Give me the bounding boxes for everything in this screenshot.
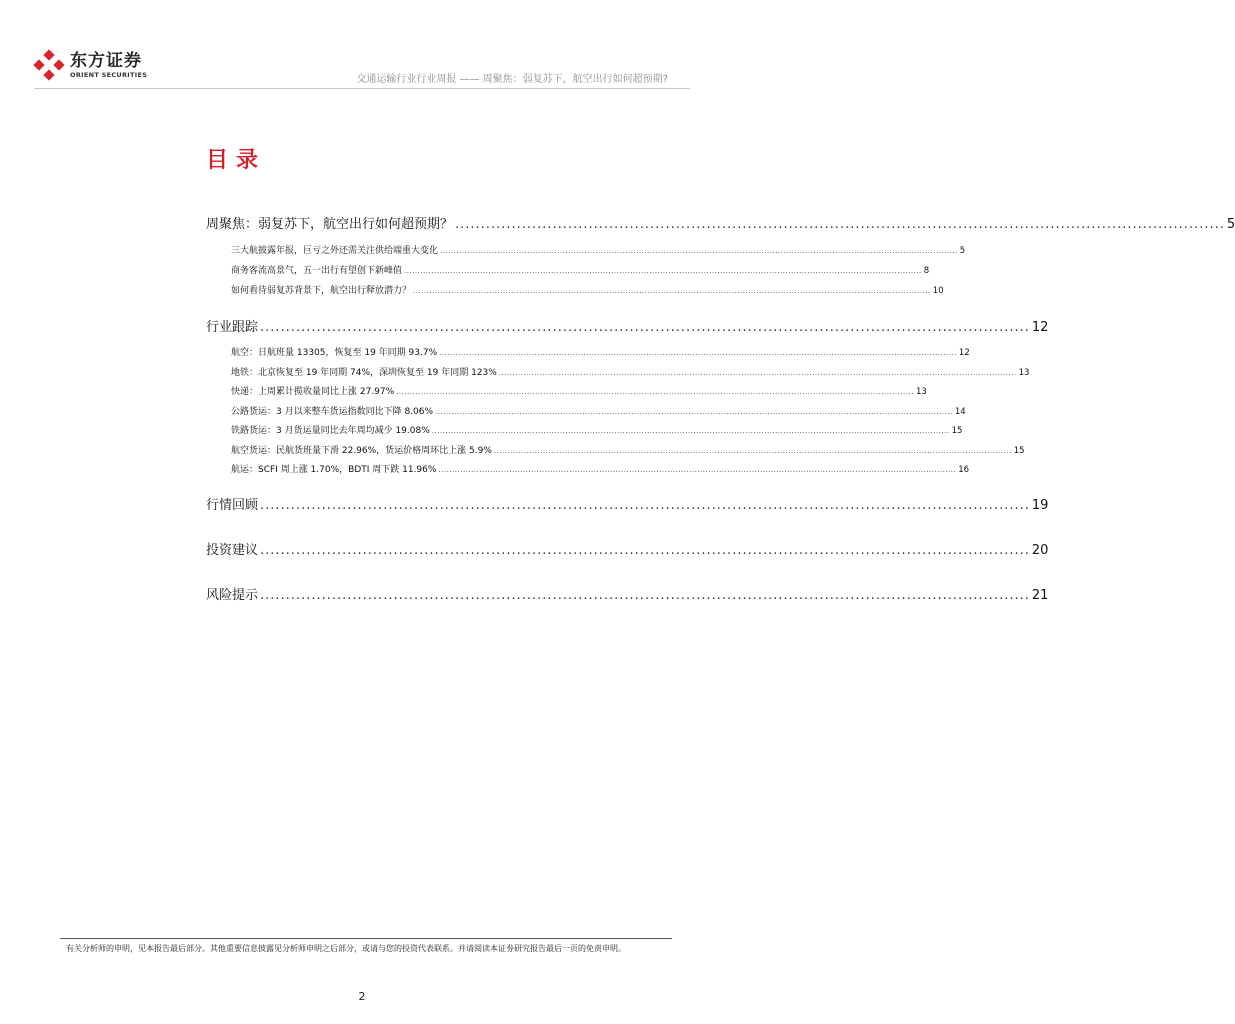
toc-leader-dots: ...................................................................................................................................................... xyxy=(260,320,1030,335)
toc-entry-page: 10 xyxy=(932,286,944,296)
disclaimer-text: 有关分析师的申明，见本报告最后部分。其他重要信息披露见分析师申明之后部分，或请与您的投资代表联系。并请阅读本证券研究报告最后一页的免责申明。 xyxy=(66,944,626,953)
toc-subentry[interactable] xyxy=(231,443,1025,456)
toc-entry[interactable] xyxy=(206,539,1049,558)
toc-leader-dots: .............................................................................................................................................................................................. xyxy=(435,408,953,416)
toc-entry-page: 14 xyxy=(954,407,966,417)
toc-title: 目录 xyxy=(206,148,267,173)
toc-entry-text: 快递：上周累计揽收量同比上涨 27.97% xyxy=(231,387,395,397)
toc-entry-page: 16 xyxy=(958,465,970,475)
toc-leader-dots: .............................................................................................................................................................................................. xyxy=(413,287,931,295)
toc-entry-text: 三大航披露年报，巨亏之外还需关注供给端重大变化 xyxy=(231,246,439,256)
toc-entry-text: 公路货运：3 月以来整车货运指数同比下降 8.06% xyxy=(231,407,434,417)
toc-entry-page: 5 xyxy=(1226,217,1235,232)
toc-entry-page: 13 xyxy=(1018,368,1030,378)
footer-divider xyxy=(60,938,672,939)
toc-entry-text: 如何看待弱复苏背景下，航空出行释放潜力？ xyxy=(231,286,412,296)
toc-leader-dots: .............................................................................................................................................................................................. xyxy=(431,427,950,435)
toc-subentry[interactable] xyxy=(231,283,944,296)
toc-leader-dots: .............................................................................................................................................................................................. xyxy=(440,247,958,255)
header-divider xyxy=(34,88,690,89)
toc-subentry[interactable] xyxy=(231,404,966,417)
toc-entry-page: 12 xyxy=(1031,320,1049,335)
toc-entry-page: 15 xyxy=(1013,446,1025,456)
toc-leader-dots: .............................................................................................................................................................................................. xyxy=(493,447,1012,455)
toc-entry-text: 航空货运：民航货班量下滑 22.96%，货运价格周环比上涨 5.9% xyxy=(231,446,492,456)
page-number: 2 xyxy=(358,990,366,1003)
toc-entry-text: 行业跟踪 xyxy=(206,320,259,335)
toc-entry-page: 20 xyxy=(1031,543,1049,558)
toc-leader-dots: .............................................................................................................................................................................................. xyxy=(396,388,914,396)
toc-entry[interactable] xyxy=(206,316,1049,335)
toc-leader-dots: .............................................................................................................................................................................................. xyxy=(439,349,957,357)
toc-subentry[interactable] xyxy=(231,462,970,475)
toc-entry-text: 商务客流高景气，五一出行有望创下新峰值 xyxy=(231,266,403,276)
toc-entry[interactable] xyxy=(206,584,1049,603)
report-title-header: 交通运输行业行业周报 —— 周聚焦：弱复苏下，航空出行如何超预期? xyxy=(356,74,668,85)
logo-chinese-name: 东方证券 xyxy=(70,50,142,71)
toc-entry-text: 航运：SCFI 周上涨 1.70%，BDTI 周下跌 11.96% xyxy=(231,465,437,475)
toc-entry-text: 投资建议 xyxy=(206,543,259,558)
toc-entry-text: 行情回顾 xyxy=(206,498,259,513)
toc-entry-text: 铁路货运：3 月货运量同比去年周均减少 19.08% xyxy=(231,426,430,436)
toc-leader-dots: .............................................................................................................................................................................................. xyxy=(438,466,957,474)
toc-entry-page: 8 xyxy=(923,266,930,276)
company-logo xyxy=(34,50,147,80)
toc-entry-page: 19 xyxy=(1031,498,1049,513)
toc-leader-dots: .............................................................................................................................................................................................. xyxy=(404,267,922,275)
toc-entry-page: 12 xyxy=(958,348,970,358)
toc-entry-page: 21 xyxy=(1031,588,1049,603)
toc-entry-text: 地铁：北京恢复至 19 年同期 74%，深圳恢复至 19 年同期 123% xyxy=(231,368,497,378)
toc-entry-text: 航空：日航班量 13305，恢复至 19 年同期 93.7% xyxy=(231,348,438,358)
toc-leader-dots: ...................................................................................................................................................... xyxy=(260,498,1030,513)
toc-subentry[interactable] xyxy=(231,365,1030,378)
toc-leader-dots: .............................................................................................................................................................................................. xyxy=(498,369,1017,377)
toc-entry-text: 周聚焦：弱复苏下，航空出行如何超预期？ xyxy=(206,217,454,232)
toc-entry-page: 15 xyxy=(951,426,963,436)
toc-entry-page: 13 xyxy=(915,387,927,397)
toc-leader-dots: ...................................................................................................................................................... xyxy=(260,588,1030,603)
toc-entry[interactable] xyxy=(206,213,1235,232)
toc-entry-page: 5 xyxy=(959,246,966,256)
toc-entry-text: 风险提示 xyxy=(206,588,259,603)
toc-subentry[interactable] xyxy=(231,263,930,276)
toc-leader-dots: ...................................................................................................................................................... xyxy=(260,543,1030,558)
orient-securities-logo-icon xyxy=(34,50,64,80)
toc-subentry[interactable] xyxy=(231,384,927,397)
toc-subentry[interactable] xyxy=(231,345,970,358)
toc-subentry[interactable] xyxy=(231,243,966,256)
logo-english-name: ORIENT SECURITIES xyxy=(70,70,148,79)
toc-subentry[interactable] xyxy=(231,423,963,436)
toc-leader-dots: ...................................................................................................................................................... xyxy=(455,217,1225,232)
toc-entry[interactable] xyxy=(206,494,1049,513)
